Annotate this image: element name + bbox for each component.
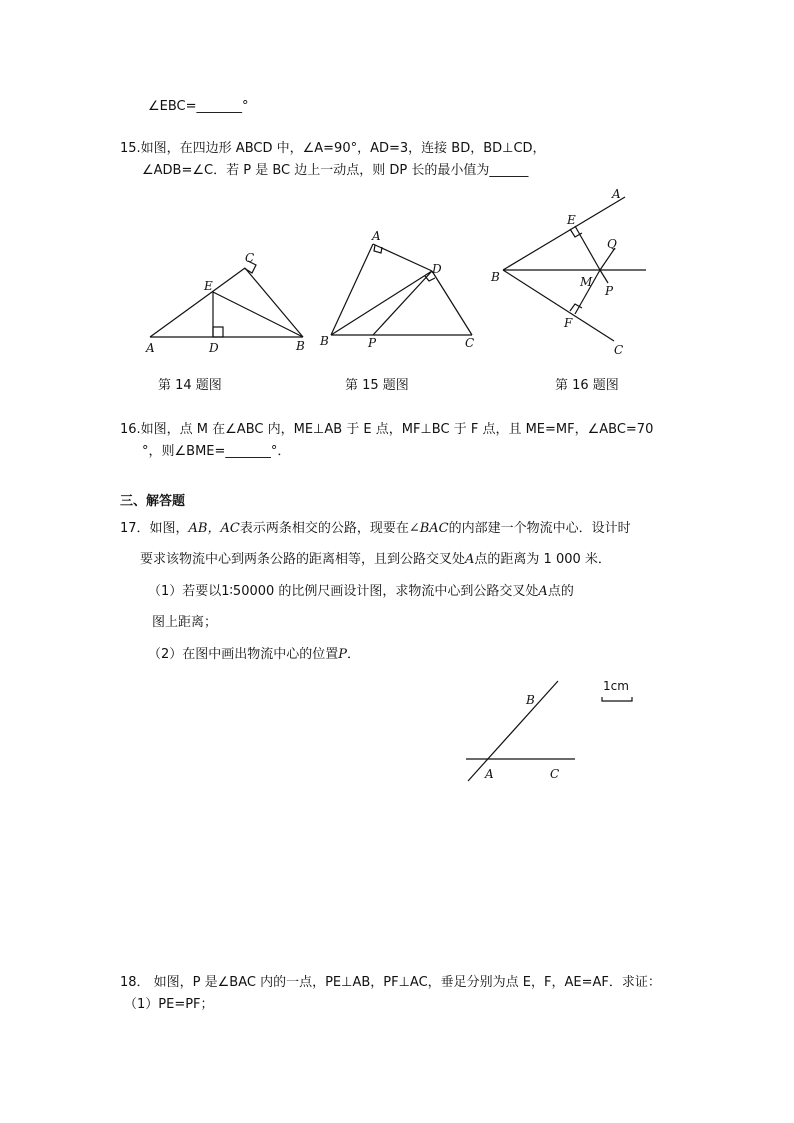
q17-text-line1 [120, 520, 631, 538]
fig15-label-P: P [368, 336, 377, 350]
fig15-label-C: C [465, 336, 475, 350]
fig14-label-C: C [245, 251, 255, 265]
fig14-label-A: A [146, 341, 155, 355]
q16-text-line2: °，则∠BME=_______°． [142, 444, 291, 459]
fig16-segment-MP [600, 270, 608, 283]
figure-15 [331, 244, 472, 335]
q17-l2-pre: 要求该物流中心到两条公路的距离相等，且到公路交叉处 [140, 552, 466, 567]
q17-text-line2 [140, 551, 611, 569]
fig14-right-angle-D [213, 327, 223, 337]
fig16-ray-BA [503, 197, 625, 270]
fig16-segment-EM [575, 226, 600, 270]
fig14-label-B: B [296, 339, 305, 353]
fig16-ray-BC [503, 270, 614, 341]
q17-l1-post: 的内部建一个物流中心．设计时 [448, 521, 631, 536]
fig15-caption: 第 15 题图 [345, 378, 409, 393]
q17-sub2 [148, 646, 360, 664]
fig14-caption: 第 14 题图 [158, 378, 222, 393]
fig16-label-M: M [580, 275, 593, 289]
fig17-label-C: C [550, 767, 560, 781]
q18-text-line1: 18． 如图，P 是∠BAC 内的一点，PE⊥AB，PF⊥AC，垂足分别为点 E，F，AE=AF．求证： [120, 975, 661, 990]
q17-l2-post: 点的距离为 1 000 米． [474, 552, 611, 567]
q17-sub2-pre: （2）在图中画出物流中心的位置 [148, 647, 339, 662]
q17-l1-math: AB，AC [188, 521, 240, 536]
q17-l1-mid: 表示两条相交的公路，现要在 [239, 521, 409, 536]
q17-sub1-pre: （1）若要以1∶50000 的比例尺画设计图，求物流中心到公路交叉处 [148, 584, 539, 599]
fig14-label-D: D [209, 341, 219, 355]
fig16-label-P: P [605, 284, 614, 298]
q15-text-line1: 15.如图，在四边形 ABCD 中，∠A=90°，AD=3，连接 BD，BD⊥CD， [120, 141, 546, 156]
fig17-label-B: B [526, 693, 535, 707]
fig17-label-A: A [485, 767, 494, 781]
fig14-segment-EB [213, 292, 303, 337]
fig14-segment-CB [245, 268, 303, 337]
q14-answer-line: ∠EBC=_______° [148, 99, 249, 114]
section-heading: 三、解答题 [120, 494, 186, 509]
fig14-label-E: E [204, 279, 213, 293]
q17-l1-math2: ∠BAC [408, 521, 449, 536]
fig16-label-F: F [564, 316, 573, 330]
figure-14 [150, 261, 303, 337]
fig16-label-B: B [491, 270, 500, 284]
q17-l2-math: A [465, 552, 475, 567]
figure-17 [466, 681, 632, 781]
fig16-label-C: C [614, 343, 624, 357]
fig16-segment-MQ [600, 248, 615, 270]
fig17-scale-label: 1cm [603, 679, 629, 693]
fig14-segment-AC [150, 268, 245, 337]
q17-sub2-post: ． [347, 647, 361, 662]
fig15-label-D: D [432, 262, 442, 276]
fig16-label-E: E [567, 213, 576, 227]
q17-sub1-math: A [538, 584, 548, 599]
q17-l1-pre: 17．如图， [120, 521, 189, 536]
fig16-label-A: A [612, 187, 621, 201]
fig16-caption: 第 16 题图 [555, 378, 619, 393]
q16-text-line1: 16.如图，点 M 在∠ABC 内，ME⊥AB 于 E 点，MF⊥BC 于 F 点，且 ME=MF，∠ABC=70 [120, 422, 654, 437]
fig17-road-AB [468, 681, 558, 781]
fig17-scale-bar [602, 697, 632, 701]
fig15-label-A: A [372, 229, 381, 243]
q15-text-line2: ∠ADB=∠C．若 P 是 BC 边上一动点，则 DP 长的最小值为______ [142, 163, 529, 178]
fig16-label-Q: Q [607, 237, 617, 251]
fig15-label-B: B [320, 334, 329, 348]
q17-sub1-post: 点的 [547, 584, 574, 599]
q17-sub1-line2: 图上距离； [152, 615, 218, 630]
fig15-segment-DC [432, 271, 472, 335]
q17-sub2-math: P [338, 647, 348, 662]
q17-sub1 [148, 583, 574, 601]
q18-text-line2: （1）PE=PF； [124, 997, 214, 1012]
